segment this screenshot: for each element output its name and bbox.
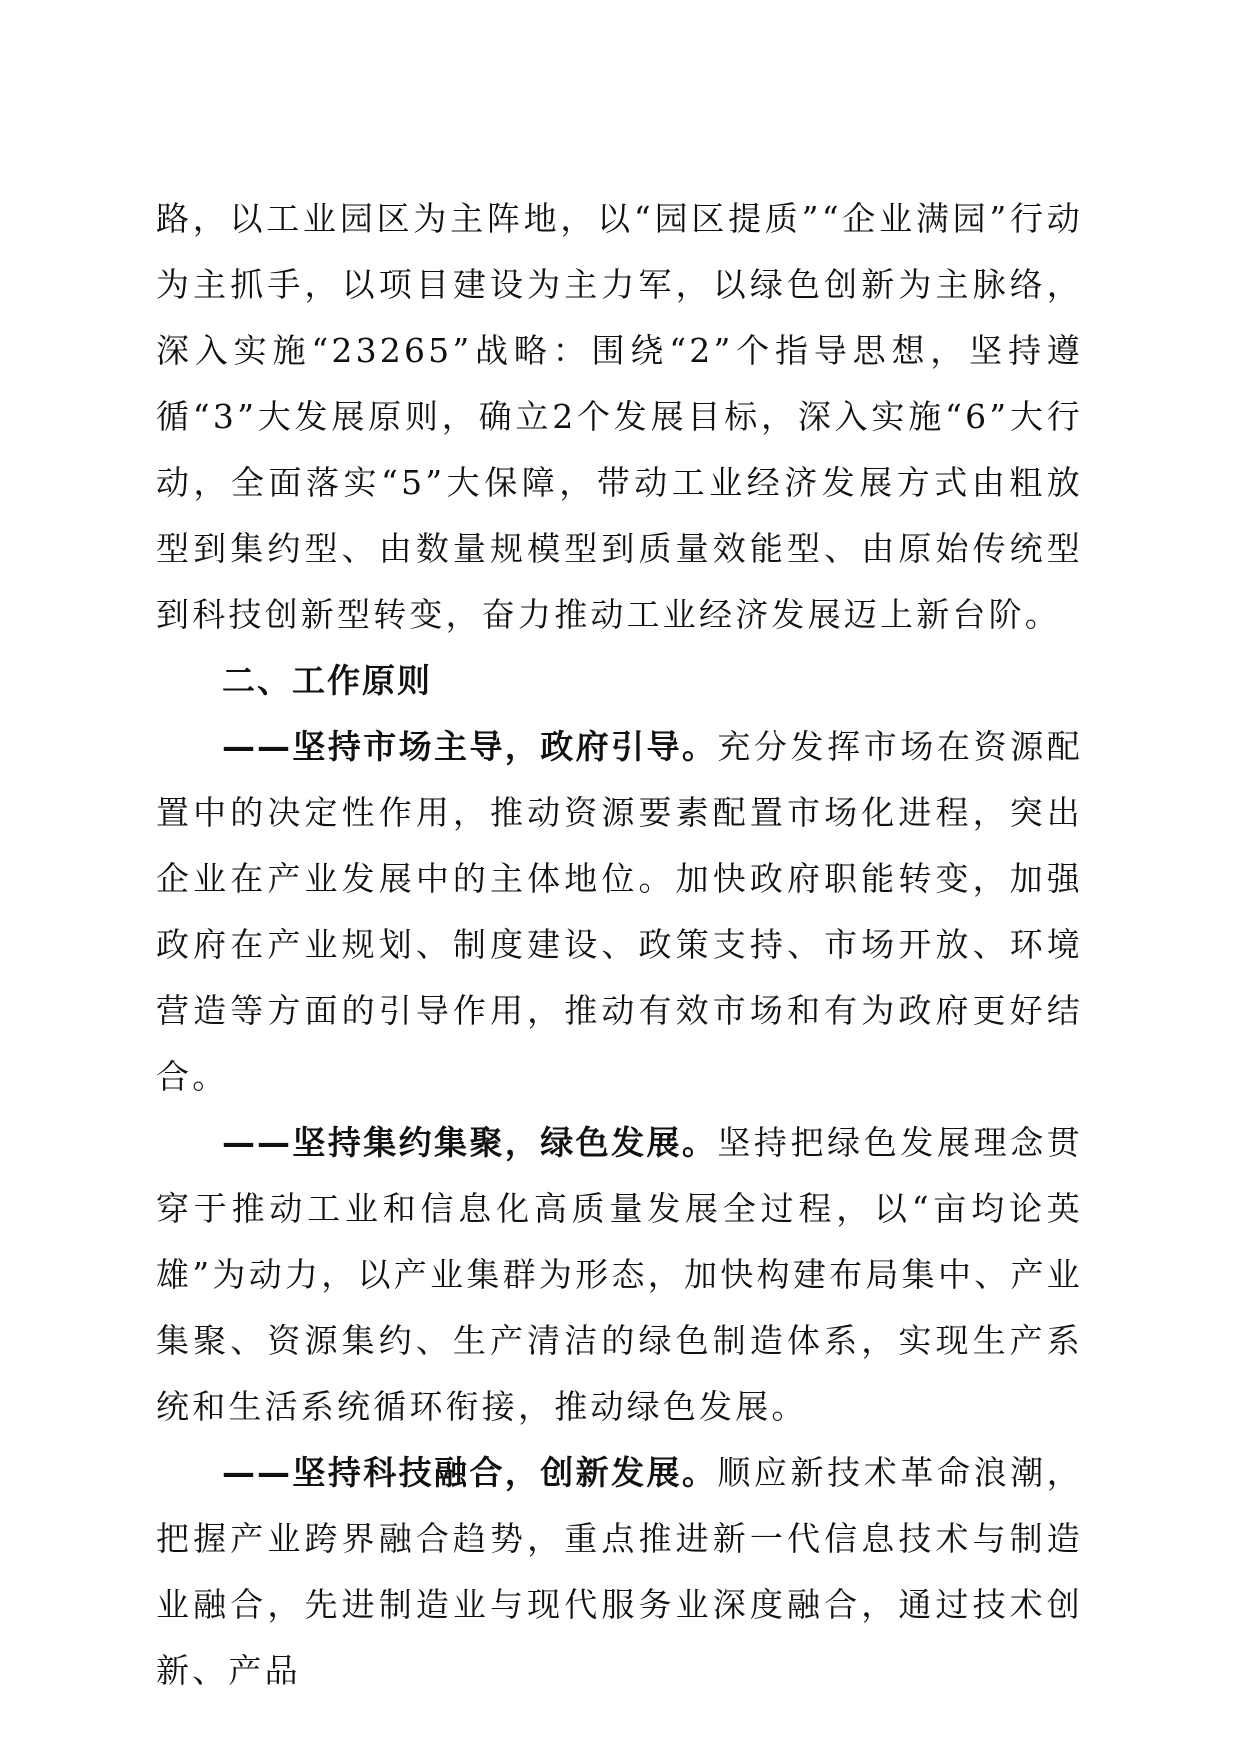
principle-paragraph bbox=[156, 1440, 1083, 1704]
intro-paragraph: 路，以工业园区为主阵地，以“园区提质”“企业满园”行动为主抓手，以项目建设为主力军，以绿色创新为主脉络，深入实施“23265”战略：围绕“2”个指导思想，坚持遵循“3”大发展原则，确立2个发展目标，深入实施“6”大行动，全面落实“5”大保障，带动工业经济发展方式由粗放型到集约型、由数量规模型到质量效能型、由原始传统型到科技创新型转变，奋力推动工业经济发展迈上新台阶。 bbox=[156, 199, 1083, 634]
principle-paragraph bbox=[156, 1110, 1083, 1440]
principle-lead: ——坚持科技融合，创新发展。 bbox=[222, 1453, 718, 1492]
principle-body: 顺应新技术革命浪潮，把握产业跨界融合趋势，重点推进新一代信息技术与制造业融合，先进制造业与现代服务业深度融合，通过技术创新、产品 bbox=[156, 1453, 1084, 1690]
principle-lead: ——坚持集约集聚，绿色发展。 bbox=[222, 1123, 718, 1162]
principle-lead: ——坚持市场主导，政府引导。 bbox=[222, 727, 718, 766]
document-body bbox=[156, 186, 1083, 1704]
principle-paragraph bbox=[156, 714, 1083, 1110]
principle-body: 充分发挥市场在资源配置中的决定性作用，推动资源要素配置市场化进程，突出企业在产业发展中的主体地位。加快政府职能转变，加强政府在产业规划、制度建设、政策支持、市场开放、环境营造等方面的引导作用，推动有效市场和有为政府更好结合。 bbox=[156, 727, 1084, 1096]
principle-body: 坚持把绿色发展理念贯穿于推动工业和信息化高质量发展全过程，以“亩均论英雄”为动力，以产业集群为形态，加快构建布局集中、产业集聚、资源集约、生产清洁的绿色制造体系，实现生产系统和生活系统循环衔接，推动绿色发展。 bbox=[156, 1123, 1084, 1426]
section-heading: 二、工作原则 bbox=[222, 661, 432, 700]
